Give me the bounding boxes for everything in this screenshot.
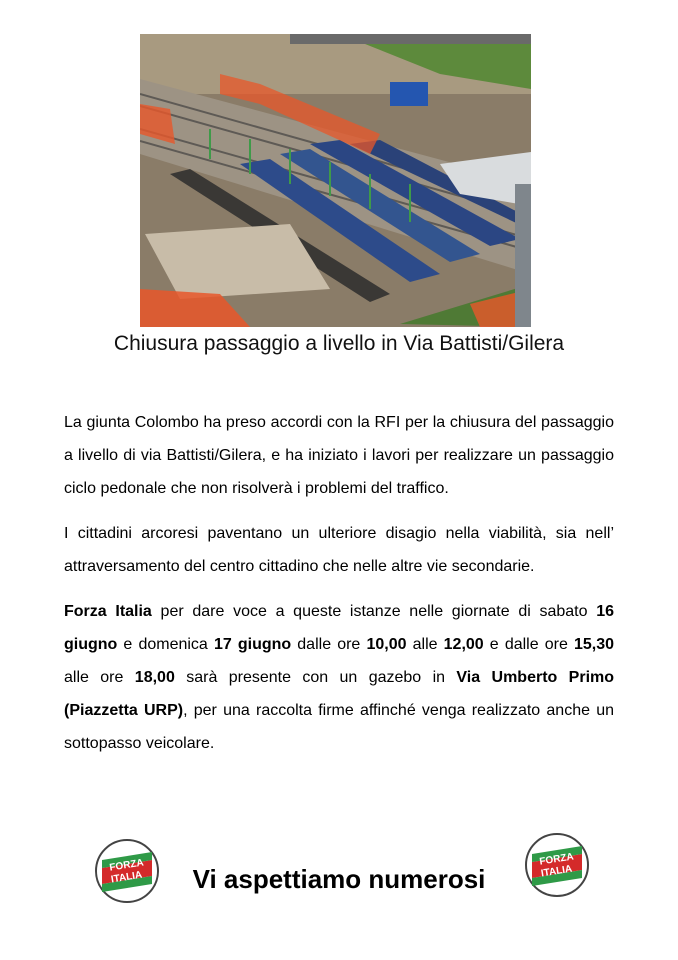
date-2: 17 giugno <box>213 636 292 653</box>
text-segment: , per una raccolta firme affinché venga realizzato anche un sottopasso veicolare. <box>64 702 614 752</box>
forza-italia-logo-right <box>524 832 590 898</box>
paragraph-2: I cittadini arcoresi paventano un ulteriore disagio nella viabilità, sia nell’ attraversamento del centro cittadino che nelle altre vie secondarie. <box>64 525 614 575</box>
text-segment: dalle ore <box>291 636 367 653</box>
logo-text-italia: ITALIA <box>110 869 144 886</box>
party-name: Forza Italia <box>64 603 152 620</box>
text-segment: e dalle ore <box>483 636 574 653</box>
text-segment: alle <box>406 636 444 653</box>
paragraph-3 <box>64 595 614 760</box>
text-segment: sarà presente con un gazebo in <box>174 669 457 686</box>
page-title: Chiusura passaggio a livello in Via Battisti/Gilera <box>113 332 565 355</box>
paragraph-1: La giunta Colombo ha preso accordi con la RFI per la chiusura del passaggio a livello di via Battisti/Gilera, e ha iniziato i lavori per realizzare un passaggio ciclo pedonale che non risolverà i problemi del traffico. <box>64 414 614 497</box>
article-body <box>64 406 614 772</box>
location: Via Umberto Primo (Piazzetta URP) <box>64 669 615 719</box>
railway-works-illustration <box>140 34 531 327</box>
logo-text-forza: FORZA <box>538 851 575 868</box>
text-segment: per dare voce a queste istanze nelle giornate di sabato <box>151 603 597 620</box>
logo-text-forza: FORZA <box>108 857 145 874</box>
logo-text-italia: ITALIA <box>540 863 574 880</box>
text-segment: alle ore <box>64 669 135 686</box>
time-4: 18,00 <box>134 669 175 686</box>
time-1: 10,00 <box>366 636 407 653</box>
time-3: 15,30 <box>573 636 615 653</box>
time-2: 12,00 <box>443 636 484 653</box>
date-1: 16 giugno <box>64 603 615 653</box>
footer-message: Vi aspettiamo numerosi <box>192 864 486 894</box>
text-segment: e domenica <box>117 636 214 653</box>
construction-photo <box>140 34 531 327</box>
